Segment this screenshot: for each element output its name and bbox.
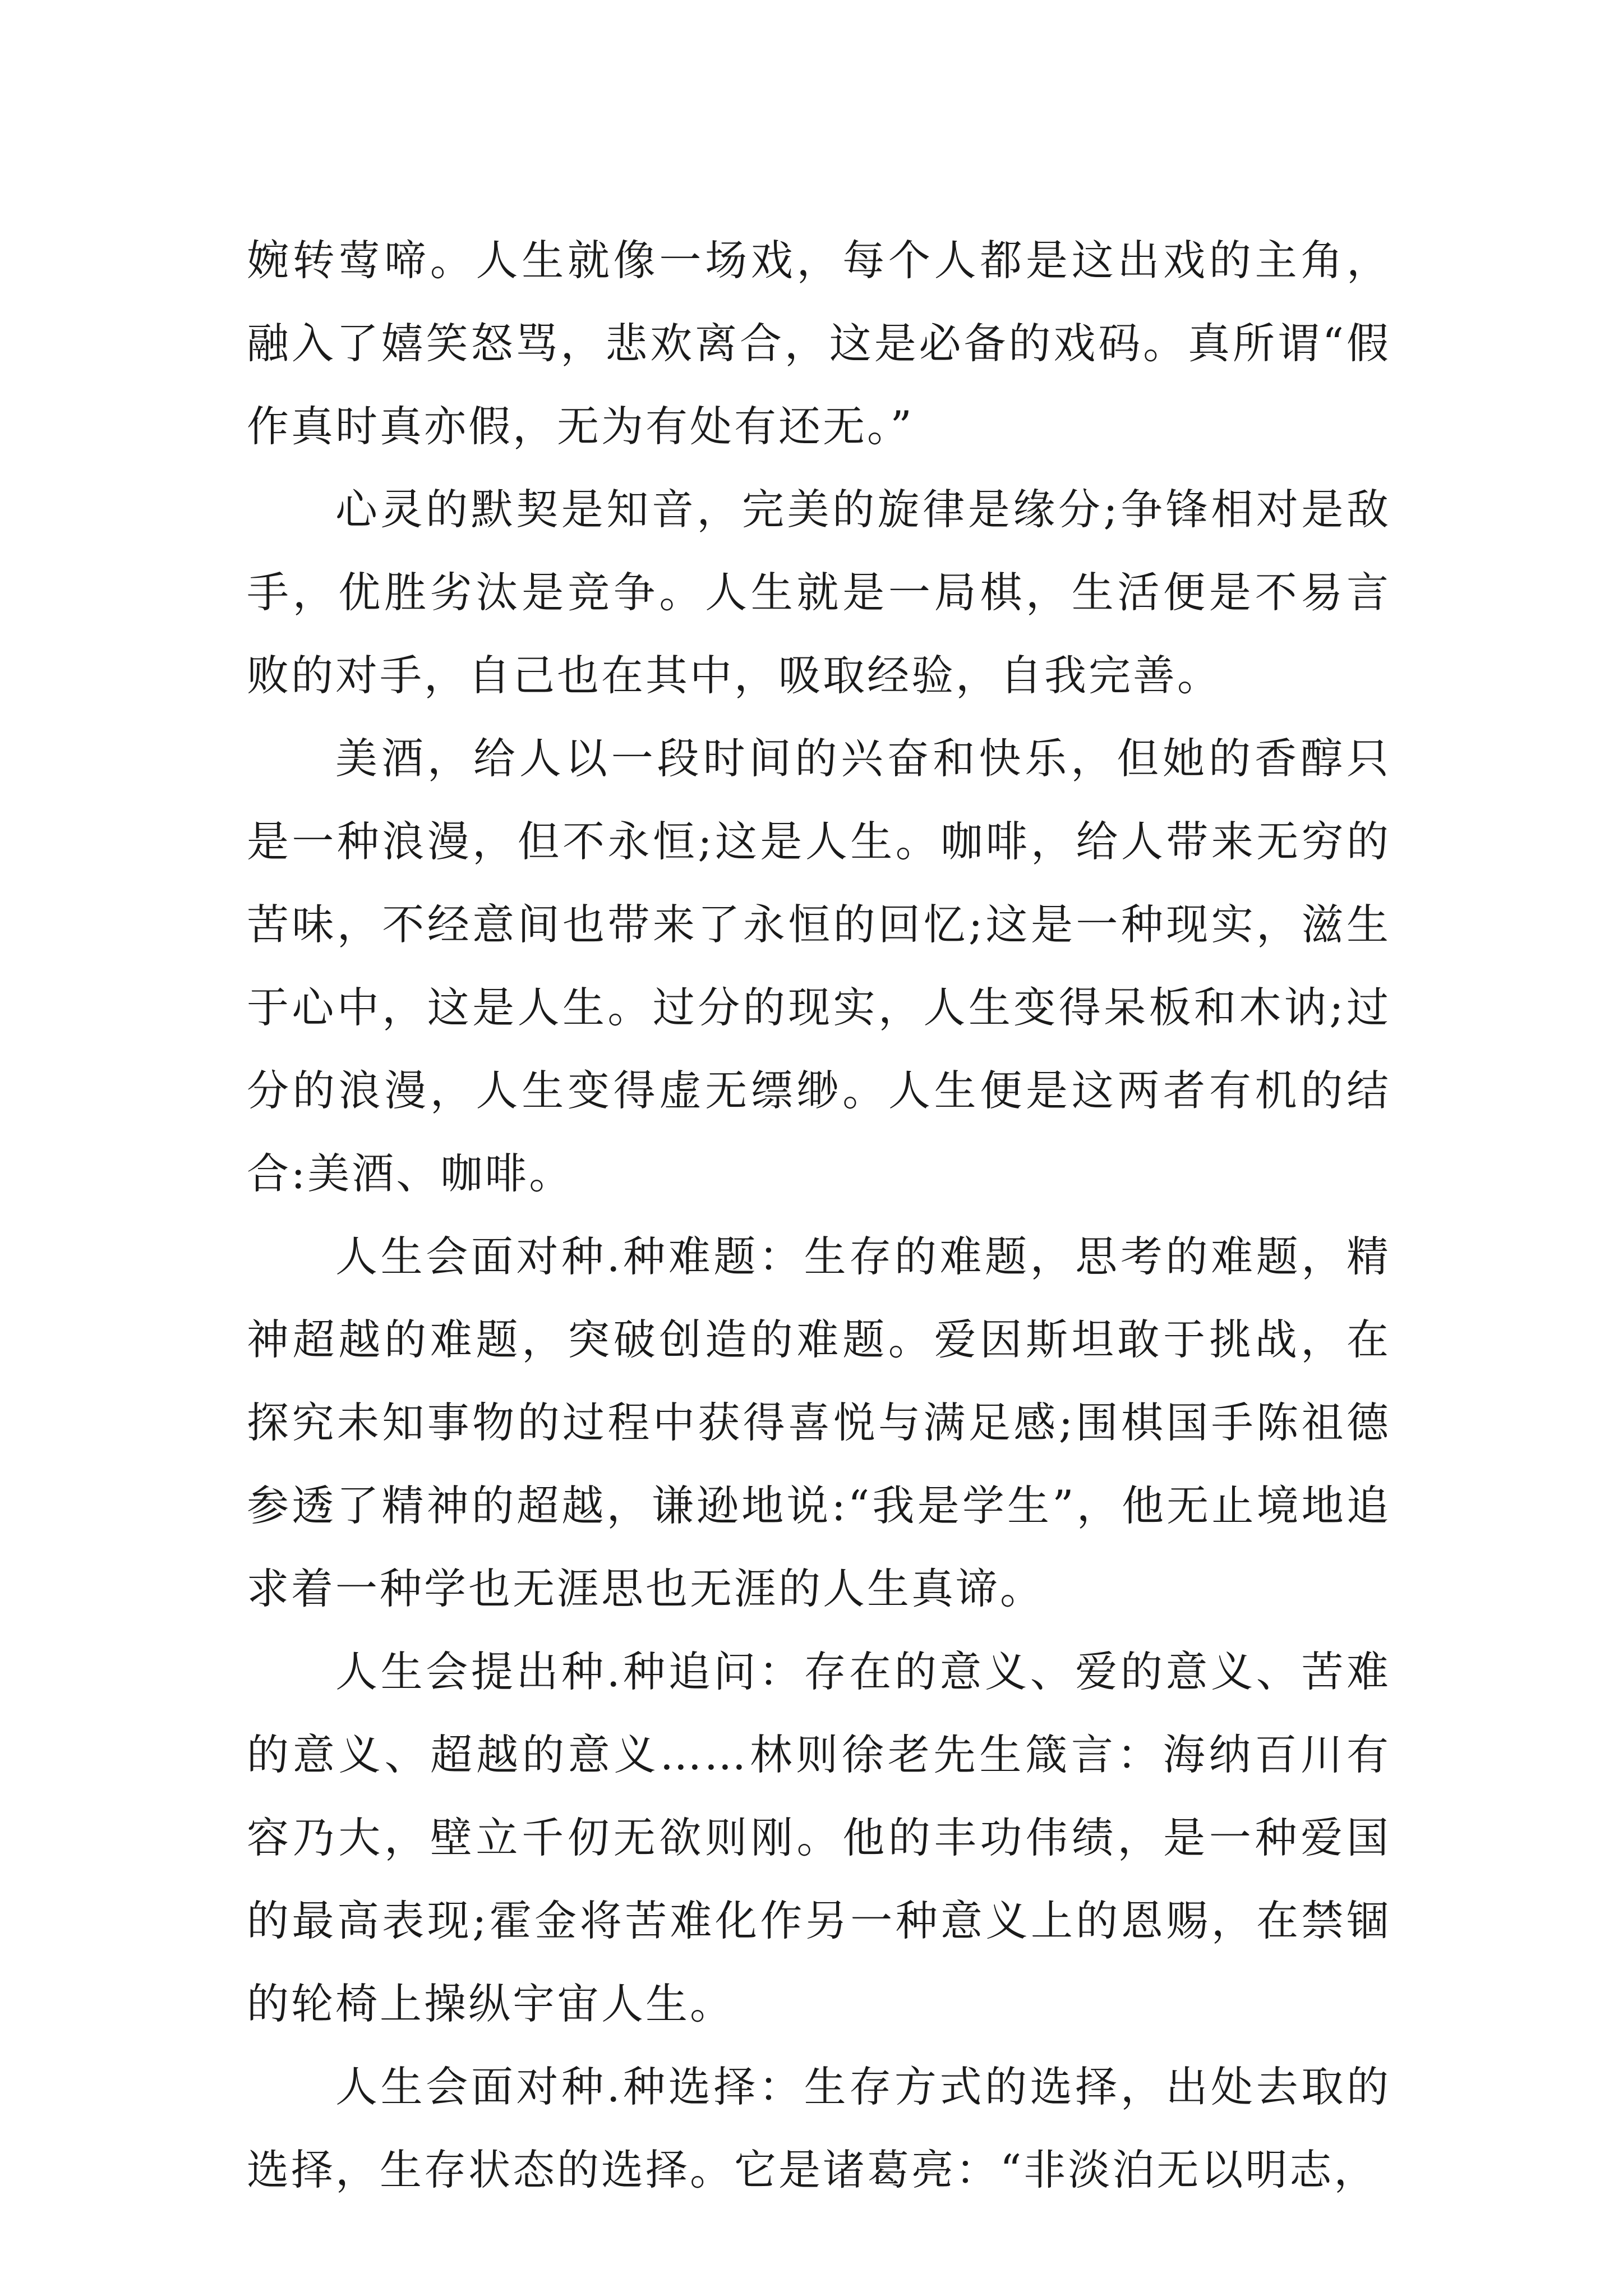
paragraph-2: 心灵的默契是知音，完美的旋律是缘分;争锋相对是敌手，优胜劣汰是竞争。人生就是一局棋，生活便是不易言败的对手，自己也在其中，吸取经验，自我完善。	[247, 485, 1391, 700]
paragraph-5: 人生会提出种.种追问：存在的意义、爱的意义、苦难的意义、超越的意义……林则徐老先生箴言：海纳百川有容乃大，壁立千仞无欲则刚。他的丰功伟绩，是一种爱国的最高表现;霍金将苦难化作另一种意义上的恩赐，在禁锢的轮椅上操纵宇宙人生。	[247, 1647, 1391, 2028]
paragraph-1: 婉转莺啼。人生就像一场戏，每个人都是这出戏的主角，融入了嬉笑怒骂，悲欢离合，这是必备的戏码。真所谓“假作真时真亦假，无为有处有还无。”	[247, 236, 1391, 451]
paragraph-6: 人生会面对种.种选择：生存方式的选择，出处去取的选择，生存状态的选择。它是诸葛亮：“非淡泊无以明志，	[247, 2062, 1391, 2194]
paragraph-3: 美酒，给人以一段时间的兴奋和快乐，但她的香醇只是一种浪漫，但不永恒;这是人生。咖啡，给人带来无穷的苦味，不经意间也带来了永恒的回忆;这是一种现实，滋生于心中，这是人生。过分的现实，人生变得呆板和木讷;过分的浪漫，人生变得虚无缥缈。人生便是这两者有机的结合:美酒、咖啡。	[247, 734, 1391, 1198]
paragraph-4: 人生会面对种.种难题：生存的难题，思考的难题，精神超越的难题，突破创造的难题。爱因斯坦敢于挑战，在探究未知事物的过程中获得喜悦与满足感;围棋国手陈祖德参透了精神的超越，谦逊地说:“我是学生”，他无止境地追求着一种学也无涯思也无涯的人生真谛。	[247, 1232, 1391, 1613]
document-body	[247, 219, 1391, 2211]
